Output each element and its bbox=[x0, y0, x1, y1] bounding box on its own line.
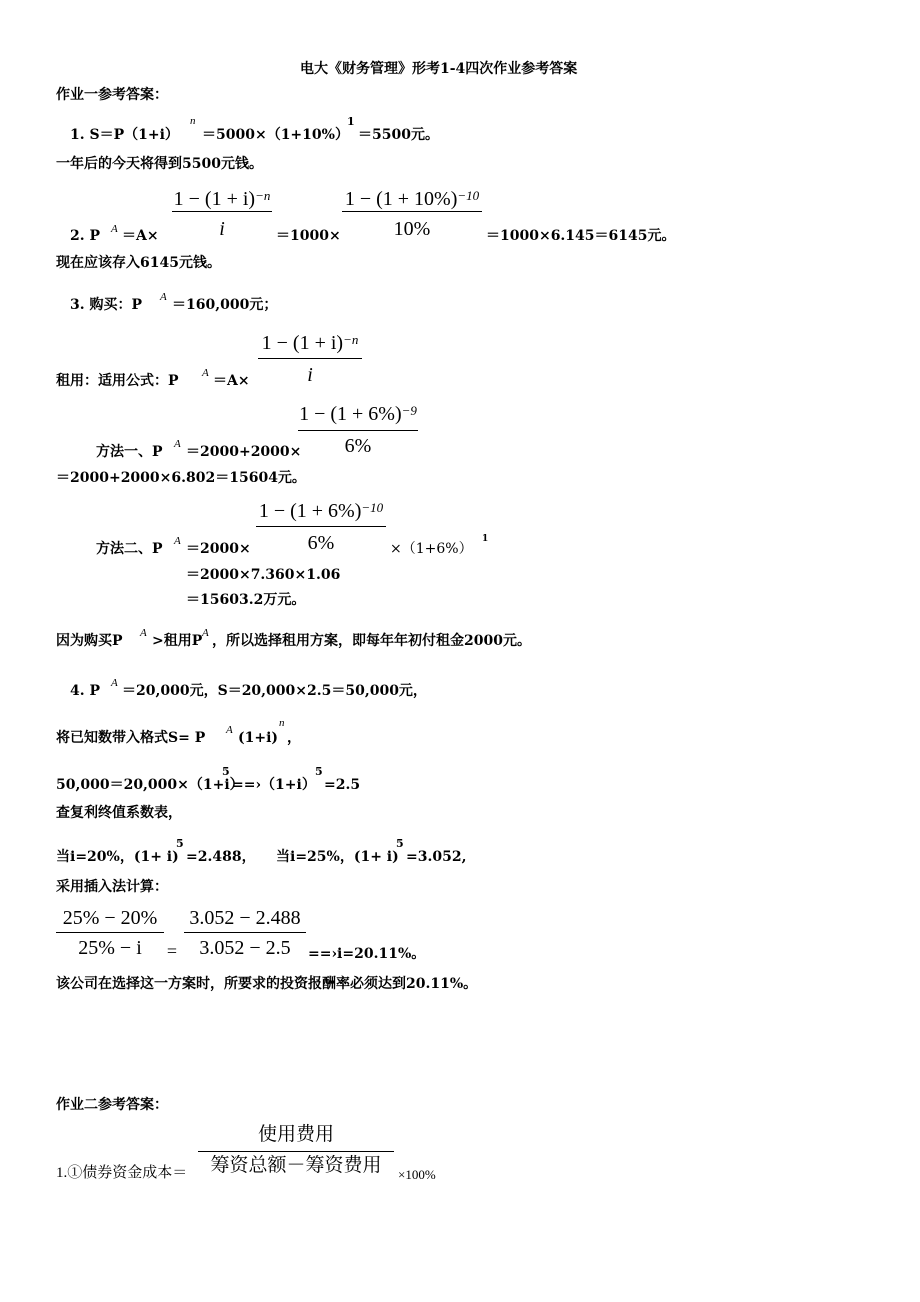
q3-m2-frac-denominator: 6% bbox=[307, 532, 335, 554]
q3-concl-c: ，所以选择租用方案，即每年年初付租金2000元。 bbox=[212, 633, 531, 649]
q4-d-c: =2.5 bbox=[324, 777, 361, 793]
q4-b: ＝20,000元，S＝20,000×2.5＝50,000元， bbox=[122, 683, 427, 699]
q3-m1-a: 方法一、P bbox=[96, 444, 163, 460]
q3-m1-c: ＝2000+2000×6.802＝15604元。 bbox=[56, 470, 306, 486]
q4-f-exp2: 5 bbox=[396, 837, 404, 850]
q3-m2-b: ＝2000× bbox=[186, 541, 251, 557]
q2-frac2-line bbox=[342, 211, 482, 212]
q2-frac2-denominator: 10% bbox=[393, 218, 431, 240]
q4-conclusion: 该公司在选择这一方案时，所要求的投资报酬率必须达到20.11%。 bbox=[56, 976, 478, 992]
q4-h: ==›i=20.11%。 bbox=[308, 946, 426, 962]
q1-exponent-1: 1 bbox=[347, 115, 355, 128]
q4-f-c: 当i=25%，(1+ i) bbox=[276, 849, 399, 865]
q3-m1-frac-numerator: $1 - (1 + 6\%)^{-9}$ bbox=[299, 403, 417, 425]
q3-concl-sub2: A bbox=[202, 627, 209, 639]
q4-fracR-numerator: 3.052 − 2.488 bbox=[189, 907, 301, 929]
q3-m2-d: ＝2000×7.360×1.06 bbox=[186, 567, 341, 583]
hw1-heading: 作业一参考答案： bbox=[56, 87, 168, 103]
q3-concl-b: >租用P bbox=[152, 633, 203, 649]
q2-conclusion: 现在应该存入6145元钱。 bbox=[56, 255, 221, 271]
q1-part-c: ＝5500元。 bbox=[358, 127, 439, 143]
q3-m1-frac-denominator: 6% bbox=[344, 435, 372, 457]
q3-m2-exponent: 1 bbox=[482, 534, 489, 544]
q2-sub-a: A bbox=[111, 223, 118, 235]
q2-frac2-numerator: $1 - (1 + 10\%)^{-10}$ bbox=[344, 188, 480, 210]
q3-m2-a: 方法二、P bbox=[96, 541, 163, 557]
q3-concl-a: 因为购买P bbox=[56, 633, 123, 649]
q4-fracL-numerator: 25% − 20% bbox=[62, 907, 158, 929]
q3-m1-b: ＝2000+2000× bbox=[186, 444, 302, 460]
q3-m2-frac-numerator: $1 - (1 + 6\%)^{-10}$ bbox=[258, 500, 384, 522]
q4-fracL-line bbox=[56, 932, 164, 933]
q4-d-exp1: 5 bbox=[222, 765, 230, 778]
hw2-frac-denominator: 筹资总额－筹资费用 bbox=[210, 1154, 382, 1176]
q2-frac1-numerator: $1 - (1 + i)^{-n}$ bbox=[173, 188, 271, 210]
hw2-frac-numerator: 使用费用 bbox=[257, 1123, 334, 1145]
q4-equals: = bbox=[166, 941, 178, 961]
q3-rent-sub: A bbox=[202, 367, 209, 379]
q4-d-exp2: 5 bbox=[315, 765, 323, 778]
q2-frac1-denominator: i bbox=[219, 218, 225, 240]
q2-eq-1000: ＝1000× bbox=[276, 228, 341, 244]
q4-f-d: =3.052, bbox=[406, 849, 467, 865]
q4-e: 查复利终值系数表， bbox=[56, 805, 182, 821]
q4-f-b: =2.488， bbox=[186, 849, 256, 865]
q3-concl-sub1: A bbox=[140, 627, 147, 639]
q1-conclusion: 一年后的今天将得到5500元钱。 bbox=[56, 156, 263, 172]
q3-buy-b: ＝160,000元； bbox=[172, 297, 278, 313]
q4-c-a: 将已知数带入格式S= P bbox=[56, 730, 206, 746]
hw2-q1-label: 1.①债券资金成本＝ bbox=[56, 1165, 188, 1181]
q2-frac1-line bbox=[172, 211, 272, 212]
hw2-q1-pct: ×100% bbox=[398, 1167, 436, 1182]
q4-f-a: 当i=20%，(1+ i) bbox=[56, 849, 179, 865]
q3-buy-a: 3. 购买：P bbox=[70, 297, 143, 313]
q3-frac-denominator: i bbox=[307, 364, 313, 386]
q3-rent-b: ＝A× bbox=[213, 373, 250, 389]
q3-frac-line bbox=[258, 358, 362, 359]
q4-c-sub: A bbox=[226, 724, 233, 736]
q4-fracR-line bbox=[184, 932, 306, 933]
q1-exponent-n: n bbox=[190, 115, 196, 127]
q3-m2-e: ＝15603.2万元。 bbox=[186, 592, 306, 608]
q3-m1-sub: A bbox=[174, 438, 181, 450]
q4-g: 采用插入法计算： bbox=[56, 879, 168, 895]
q3-m2-c: ×（1+6%） bbox=[390, 541, 473, 557]
hw2-frac-line bbox=[198, 1151, 394, 1152]
q3-m1-frac-line bbox=[298, 430, 418, 431]
q4-fracR-denominator: 3.052 − 2.5 bbox=[199, 937, 291, 959]
q3-m2-sub: A bbox=[174, 535, 181, 547]
q2-result: ＝1000×6.145＝6145元。 bbox=[486, 228, 676, 244]
page-title: 电大《财务管理》形考1-4四次作业参考答案 bbox=[300, 61, 578, 77]
q4-d-b: ==›（1+i） bbox=[232, 777, 316, 793]
q4-c-b: (1+i) bbox=[238, 730, 279, 746]
q3-rent-a: 租用：适用公式：P bbox=[56, 373, 179, 389]
q4-fracL-denominator: 25% − i bbox=[78, 937, 142, 959]
q4-f-exp1: 5 bbox=[176, 837, 184, 850]
q2-eq-a: ＝A× bbox=[122, 228, 159, 244]
q1-part-b: ＝5000×（1+10%） bbox=[202, 127, 349, 143]
q2-label: 2. P bbox=[70, 228, 101, 244]
q1-part-a: 1. S＝P（1+i） bbox=[70, 127, 179, 143]
q4-c-exponent: n bbox=[279, 717, 285, 729]
q4-sub-a: A bbox=[111, 677, 118, 689]
q4-c-c: ， bbox=[287, 730, 301, 746]
hw2-heading: 作业二参考答案： bbox=[56, 1097, 168, 1113]
q3-m2-frac-line bbox=[256, 526, 386, 527]
q3-frac-numerator: $1 - (1 + i)^{-n}$ bbox=[261, 332, 359, 354]
q3-sub-a: A bbox=[160, 291, 167, 303]
q4-a: 4. P bbox=[70, 683, 101, 699]
q4-d-a: 50,000＝20,000×（1+i） bbox=[56, 777, 244, 793]
